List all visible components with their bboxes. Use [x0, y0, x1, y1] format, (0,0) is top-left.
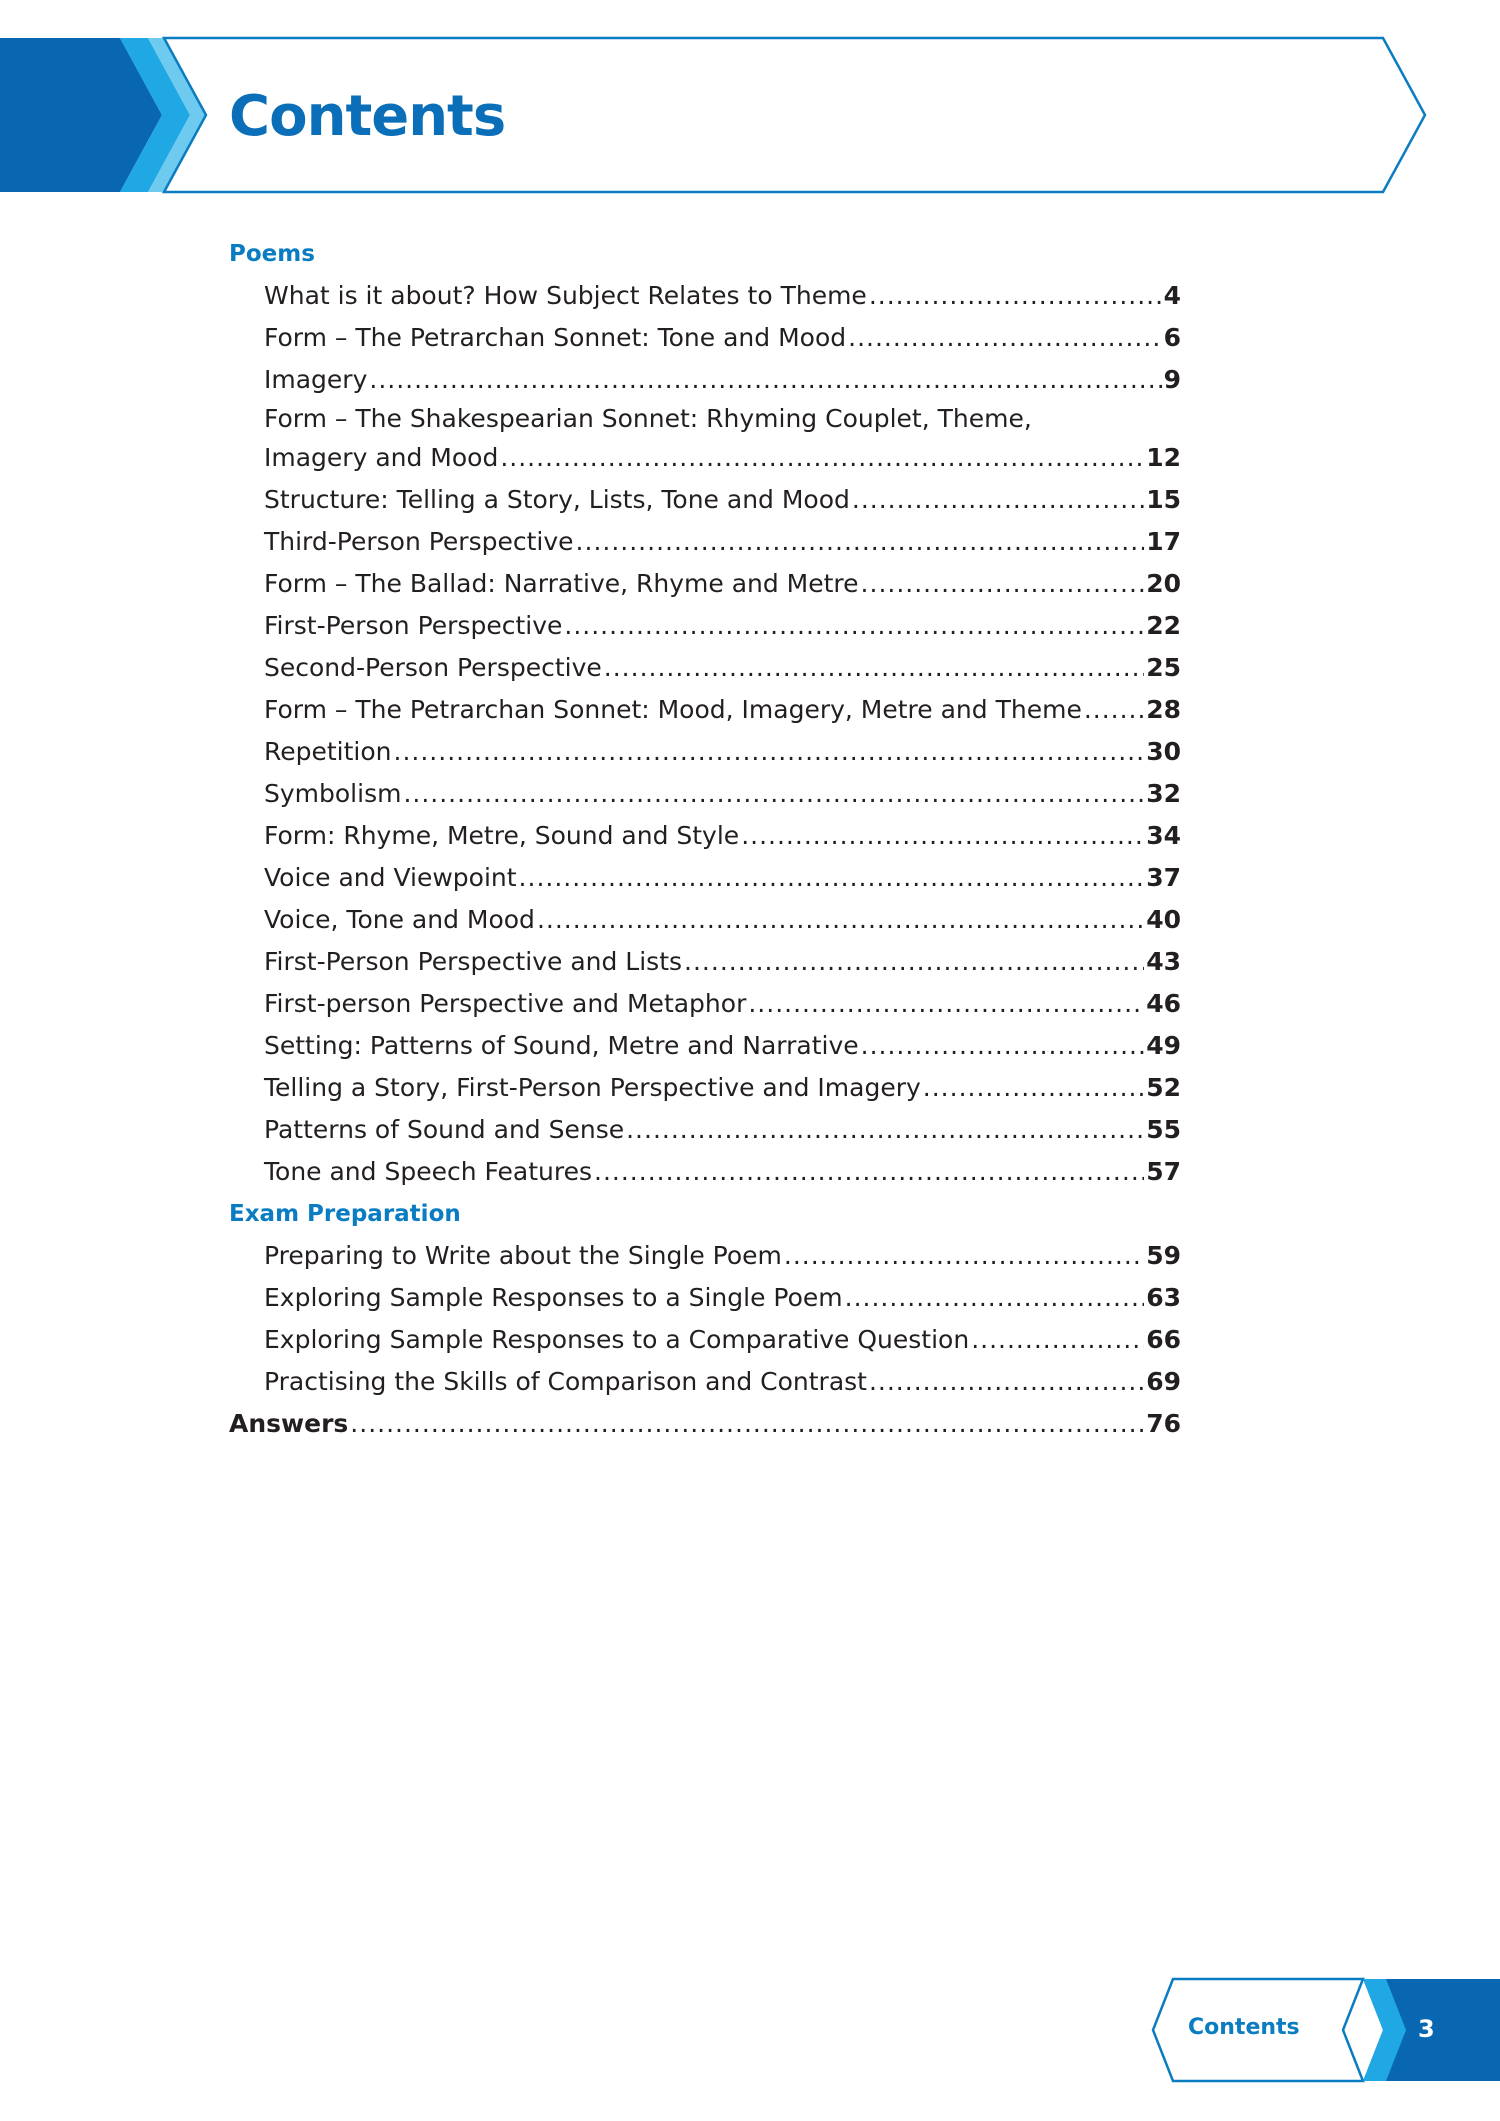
toc-entry[interactable] — [229, 1319, 1181, 1361]
footer-arrow-graphic — [1130, 1975, 1500, 2085]
toc-entry-page: 32 — [1146, 779, 1181, 808]
dot-leader — [861, 563, 1145, 605]
toc-entry-title: Form – The Ballad: Narrative, Rhyme and Metre — [264, 569, 859, 598]
dot-leader — [861, 1025, 1145, 1067]
toc-entry-page: 34 — [1146, 821, 1181, 850]
toc-entry[interactable] — [229, 1277, 1181, 1319]
dot-leader — [684, 941, 1144, 983]
toc-entry-page: 20 — [1146, 569, 1181, 598]
toc-entry-page: 15 — [1146, 485, 1181, 514]
toc-entry-page: 37 — [1146, 863, 1181, 892]
toc-entry-title: Preparing to Write about the Single Poem — [264, 1241, 782, 1270]
section-heading: Poems — [229, 241, 315, 267]
toc-entry[interactable] — [229, 941, 1181, 983]
dot-leader — [500, 437, 1144, 479]
toc-entry-page: 55 — [1146, 1115, 1181, 1144]
toc-entry-title: Form – The Petrarchan Sonnet: Mood, Imagery, Metre and Theme — [264, 695, 1082, 724]
toc-entry-title: Third-Person Perspective — [264, 527, 574, 556]
toc-entry-title: Exploring Sample Responses to a Comparative Question — [264, 1325, 970, 1354]
toc-entry-page: 4 — [1163, 281, 1181, 310]
dot-leader — [564, 605, 1144, 647]
toc-entry-page: 9 — [1163, 365, 1181, 394]
dot-leader — [394, 731, 1145, 773]
dot-leader — [923, 1067, 1144, 1109]
toc-entry-page: 52 — [1146, 1073, 1181, 1102]
toc-entry-title: Telling a Story, First-Person Perspective and Imagery — [264, 1073, 921, 1102]
toc-entry-page: 30 — [1146, 737, 1181, 766]
toc-entry-page: 40 — [1146, 905, 1181, 934]
toc-entry-page: 25 — [1146, 653, 1181, 682]
toc-entry-title: Repetition — [264, 737, 392, 766]
toc-entry[interactable] — [229, 647, 1181, 689]
toc-entry-page: 28 — [1146, 695, 1181, 724]
toc-entry-title: Practising the Skills of Comparison and Contrast — [264, 1367, 867, 1396]
toc-entry[interactable] — [229, 773, 1181, 815]
toc-entry[interactable] — [229, 1109, 1181, 1151]
footer-label: Contents — [1188, 2015, 1300, 2040]
dot-leader — [594, 1151, 1144, 1193]
toc-entry[interactable] — [229, 815, 1181, 857]
toc-entry[interactable] — [229, 605, 1181, 647]
dot-leader — [604, 647, 1144, 689]
toc-entry-title: Form – The Shakespearian Sonnet: Rhyming Couplet, Theme, — [264, 404, 1032, 433]
toc-entry[interactable] — [229, 689, 1181, 731]
toc-entry[interactable] — [229, 479, 1181, 521]
dot-leader — [869, 275, 1162, 317]
dot-leader — [519, 857, 1145, 899]
section-heading: Exam Preparation — [229, 1201, 461, 1227]
toc-entry-title: Structure: Telling a Story, Lists, Tone and Mood — [264, 485, 850, 514]
toc-entry-page: 59 — [1146, 1241, 1181, 1270]
toc-entry-title: Setting: Patterns of Sound, Metre and Narrative — [264, 1031, 859, 1060]
toc-entry-title: Symbolism — [264, 779, 402, 808]
toc-entry-page: 22 — [1146, 611, 1181, 640]
dot-leader — [626, 1109, 1144, 1151]
toc-entry[interactable] — [229, 857, 1181, 899]
toc-entry-page: 12 — [1146, 443, 1181, 472]
toc-entry-page: 46 — [1146, 989, 1181, 1018]
dot-leader — [784, 1235, 1144, 1277]
toc-entry-page: 69 — [1146, 1367, 1181, 1396]
toc-entry-title: Second-Person Perspective — [264, 653, 602, 682]
toc-entry[interactable] — [229, 317, 1181, 359]
toc-entry[interactable] — [229, 1361, 1181, 1403]
toc-entry-title: First-person Perspective and Metaphor — [264, 989, 747, 1018]
toc-entry-page: 17 — [1146, 527, 1181, 556]
header-arrow-graphic — [0, 0, 1500, 200]
toc-entry[interactable] — [229, 899, 1181, 941]
dot-leader — [971, 1319, 1144, 1361]
toc-entry-title: Imagery — [264, 365, 368, 394]
page-number: 3 — [1418, 2015, 1435, 2043]
dot-leader — [848, 317, 1161, 359]
toc-entry-title: Patterns of Sound and Sense — [264, 1115, 625, 1144]
dot-leader — [576, 521, 1145, 563]
toc-entry-title: Voice, Tone and Mood — [264, 905, 535, 934]
toc-entry[interactable] — [229, 275, 1181, 317]
dot-leader — [403, 773, 1144, 815]
header-banner — [0, 0, 1500, 200]
dot-leader — [537, 899, 1144, 941]
toc-entry[interactable] — [229, 1067, 1181, 1109]
toc-entry[interactable] — [229, 359, 1181, 401]
toc-entry[interactable] — [229, 521, 1181, 563]
dot-leader — [869, 1361, 1144, 1403]
table-of-contents — [229, 233, 1181, 1445]
toc-entry-page: 76 — [1146, 1409, 1181, 1438]
toc-entry-page: 49 — [1146, 1031, 1181, 1060]
toc-entry-page: 57 — [1146, 1157, 1181, 1186]
toc-entry-title: What is it about? How Subject Relates to Theme — [264, 281, 867, 310]
page-title: Contents — [229, 84, 506, 149]
toc-entry-title: Voice and Viewpoint — [264, 863, 517, 892]
dot-leader — [350, 1403, 1144, 1445]
toc-entry-title-continued: Imagery and Mood — [264, 443, 499, 472]
toc-entry-page: 66 — [1146, 1325, 1181, 1354]
toc-entry[interactable] — [229, 1025, 1181, 1067]
footer-tab — [1130, 1975, 1500, 2085]
toc-entry-title: First-Person Perspective and Lists — [264, 947, 683, 976]
toc-entry-title: Form: Rhyme, Metre, Sound and Style — [264, 821, 740, 850]
dot-leader — [852, 479, 1144, 521]
toc-entry[interactable] — [229, 1151, 1181, 1193]
toc-entry-page: 43 — [1146, 947, 1181, 976]
dot-leader — [1084, 689, 1144, 731]
toc-entry[interactable] — [229, 1235, 1181, 1277]
toc-entry-answers[interactable] — [229, 1403, 1181, 1445]
dot-leader — [845, 1277, 1145, 1319]
toc-entry-title: Form – The Petrarchan Sonnet: Tone and Mood — [264, 323, 847, 352]
toc-entry[interactable] — [229, 401, 1181, 479]
toc-entry-title: First-Person Perspective — [264, 611, 563, 640]
toc-entry-title: Tone and Speech Features — [264, 1157, 593, 1186]
toc-entry-title: Answers — [229, 1409, 349, 1438]
toc-entry[interactable] — [229, 731, 1181, 773]
toc-entry-page: 63 — [1146, 1283, 1181, 1312]
toc-entry-page: 6 — [1163, 323, 1181, 352]
toc-entry-title: Exploring Sample Responses to a Single Poem — [264, 1283, 843, 1312]
dot-leader — [741, 815, 1144, 857]
dot-leader — [369, 359, 1161, 401]
toc-entry[interactable] — [229, 563, 1181, 605]
toc-entry[interactable] — [229, 983, 1181, 1025]
dot-leader — [748, 983, 1144, 1025]
